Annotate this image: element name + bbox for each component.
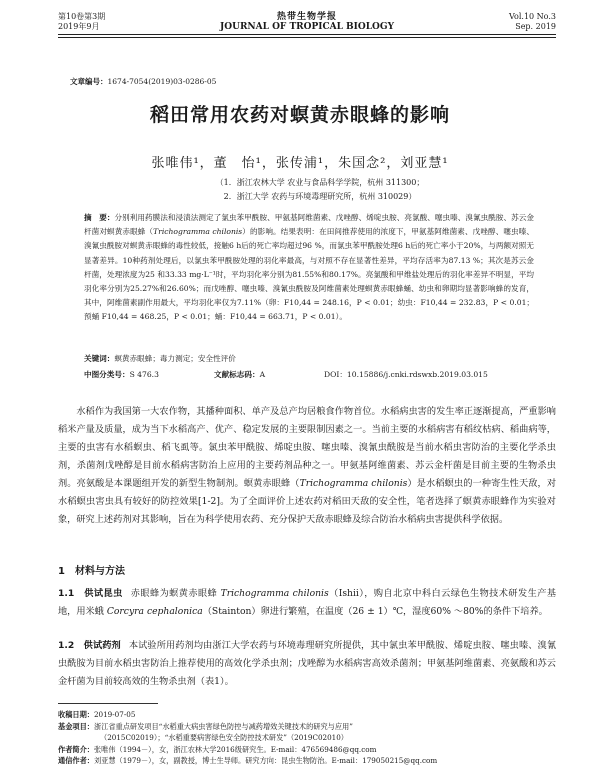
- section-heading-materials-methods: 1 材料与方法: [58, 566, 125, 577]
- received-label: 收稿日期：: [58, 710, 94, 719]
- footnote-rule: [58, 703, 158, 704]
- abstract-text-2: ）的影响。结果表明：在田间推荐使用的浓度下，甲氨基阿维菌素、戊唑醇、噻虫嗪、溴氰虫酰胺对螟黄赤眼蜂的毒性较低，接触6 h后的死亡率均超过96 %，而氯虫苯甲酰胺处理6 h后的死亡率小于20%，与两额对照无显著差异。10种药剂处理后，以氯虫苯甲酰胺处理的羽化率最高，与对照不存在显著性差异，平均存活率为87.13 %；其次是苏云金杆菌，处理浓度为25 和33.33 mg·L⁻¹时，平均羽化率分别为81.55%和80.17%。亮氯酸和甲维盐处理后的羽化率差异不明显，平均羽化率分别为25.27%和26.60%；而戊唑醇、噻虫嗪、溴氰虫酰胺及阿维菌素处理螟黄赤眼蜂蛹、幼虫和卵期均显著影响蜂的发育，其中，阿维菌素副作用最大，平均羽化率仅为7.11%（卵：F10,44 = 248.16，P < 0.01；幼虫：F10,44 = 232.83，P < 0.01；预蛹 F10,44 = 468.25，P < 0.01；蛹：F10,44 = 663.71，P < 0.01）。: [84, 227, 535, 322]
- author-bio: 张唯伟（1994－），女，浙江农林大学2016级研究生。E-mail：476569486@qq.com: [93, 744, 377, 754]
- abstract-text-1: 分别利用药膜法和浸渍法测定了氯虫苯甲酰胺、甲氨基阿维菌素、戊唑醇、烯啶虫胺、亮氯酸、噻虫嗪、溴氰虫酰胺、苏云金杆菌对螟黄赤眼蜂（: [84, 213, 534, 237]
- fund-line-1: 浙江省重点研发项目“水稻重大病虫害绿色防控与减药增效关键技术的研究与应用”: [93, 721, 353, 731]
- abstract: [84, 211, 534, 325]
- footnote-corresponding: [58, 755, 556, 767]
- volume-issue-cn: 第10卷第3期: [58, 12, 106, 21]
- fund-label: 基金项目：: [58, 721, 94, 731]
- date-cn: 2019年9月: [58, 22, 100, 31]
- author-bio-label: 作者简介：: [58, 744, 94, 754]
- received-date: 2019-07-05: [93, 710, 136, 719]
- subsection-insects: [58, 585, 556, 621]
- sub1-host-species: Corcyra cephalonica: [106, 606, 203, 617]
- corresponding-author: 刘亚慧（1979－），女，副教授，博士生导师。研究方向：昆虫生物防治。E-mail：179050215@qq.com: [93, 756, 438, 765]
- introduction-paragraph: [58, 403, 556, 529]
- keywords-text: 螟黄赤眼蜂；毒力测定；安全性评价: [114, 354, 236, 363]
- article-number: [70, 76, 216, 87]
- affiliation-2: 2．浙江大学 农药与环境毒理研究所，杭州 310029）: [223, 192, 417, 201]
- doi-value: 10.15886/j.cnki.rdswxb.2019.03.015: [346, 370, 488, 379]
- doc-code-value: A: [259, 370, 266, 379]
- paper-title: 稻田常用农药对螟黄赤眼蜂的影响: [149, 104, 450, 126]
- classification-line: [84, 369, 534, 380]
- sub1-species: Trichogramma chilonis: [220, 588, 329, 599]
- volume-issue-en: Vol.10 No.3: [509, 12, 556, 21]
- corresponding-label: 通信作者：: [58, 756, 94, 765]
- footnote-fund: [58, 721, 556, 733]
- sub2-text: 本试验所用药剂均由浙江大学农药与环境毒理研究所提供，其中氯虫苯甲酰胺、烯啶虫胺、噻虫嗪、溴氰虫酰胺为目前水稻虫害防治上推荐使用的高效化学杀虫剂；戊唑醇为水稻病害高效杀菌剂；甲氨基阿维菌素、亮氨酸和苏云金杆菌为目前较高效的生物杀虫剂（表1）。: [58, 640, 557, 687]
- keywords-label: 关键词：: [84, 354, 115, 363]
- affiliation-1: （1．浙江农林大学 农业与食品科学学院，杭州 311300；: [215, 178, 425, 187]
- subsection-insects-label: 1.1 供试昆虫: [58, 588, 123, 599]
- abstract-species: Trichogramma chilonis: [153, 227, 243, 237]
- header-rule-thick: [58, 34, 556, 35]
- clc-label: 中图分类号：: [84, 370, 130, 379]
- intro-species: Trichogramma chilonis: [299, 478, 408, 489]
- footnotes: [58, 709, 556, 767]
- intro-text-1: 水稻作为我国第一大农作物，其播种面积、单产及总产均居粮食作物首位。水稻病虫害的发生率正逐渐提高，严重影响稻米产量及质量，成为当下水稻高产、优产、稳定发展的主要限制因素之一。当前主要的水稻病害有稻纹枯病、稻曲病等，主要的虫害有水稻螟虫、稻飞虱等。氯虫苯甲酰胺、烯啶虫胺、噻虫嗪、溴氰虫酰胺是当前水稻虫害防治的主要化学杀虫剂，杀菌剂戊唑醇是目前水稻病害防治上应用的主要药剂品种之一。甲氨基阿维菌素、苏云金杆菌是目前主要的生物杀虫剂。亮氨酸是本课题组开发的新型生物制剂。螟黄赤眼蜂（: [58, 406, 556, 489]
- article-number-label: 文章编号：: [70, 77, 108, 86]
- fund-line-2: （2015C02019）；“水稻重要病害绿色安全防控技术研发”（2019C02010）: [100, 733, 348, 742]
- subsection-pesticides: [58, 637, 556, 691]
- subsection-pesticides-label: 1.2 供试药剂: [58, 640, 121, 651]
- volume-info-en: [509, 12, 556, 32]
- intro-text-2: ）是水稻螟虫的一种寄生性天敌，对水稻螟虫害虫具有较好的防控效果[1-2]。为了全面评价上述农药对稻田天敌的安全性，笔者选择了螟黄赤眼蜂作为实验对象，研究上述药剂对其影响，旨在为科学使用农药、充分保护天敌赤眼蜂及综合防治水稻病虫害提供科学依据。: [58, 478, 557, 525]
- date-en: Sep. 2019: [515, 22, 556, 31]
- footnote-received: [58, 709, 556, 721]
- sub1-text-3: （Stainton）卵进行繁殖，在温度（26 ± 1）℃，湿度60% ～80%的条件下培养。: [202, 606, 548, 617]
- sub1-text-2: （Ishii），购自北京中科白云绿色生物技术研发生产基地，用米蛾: [58, 588, 557, 617]
- sub1-text-1: 赤眼蜂为螟黄赤眼蜂: [130, 588, 221, 599]
- journal-name-cn: 热带生物学报: [276, 12, 337, 22]
- article-number-value: 1674-7054(2019)03-0286-05: [107, 77, 217, 86]
- header-rule-thin: [58, 37, 556, 38]
- footnote-author: [58, 744, 556, 756]
- author-list: 张唯伟¹，董 怡¹，张传浦¹，朱国念²，刘亚慧¹: [151, 156, 449, 171]
- doi-label: DOI：: [324, 370, 347, 379]
- journal-name: [58, 12, 556, 32]
- abstract-label: 摘 要：: [84, 213, 115, 222]
- journal-name-en: JOURNAL OF TROPICAL BIOLOGY: [220, 22, 394, 32]
- clc-value: S 476.3: [129, 370, 159, 379]
- keywords: [84, 353, 534, 364]
- doc-code-label: 文献标志码：: [214, 370, 260, 379]
